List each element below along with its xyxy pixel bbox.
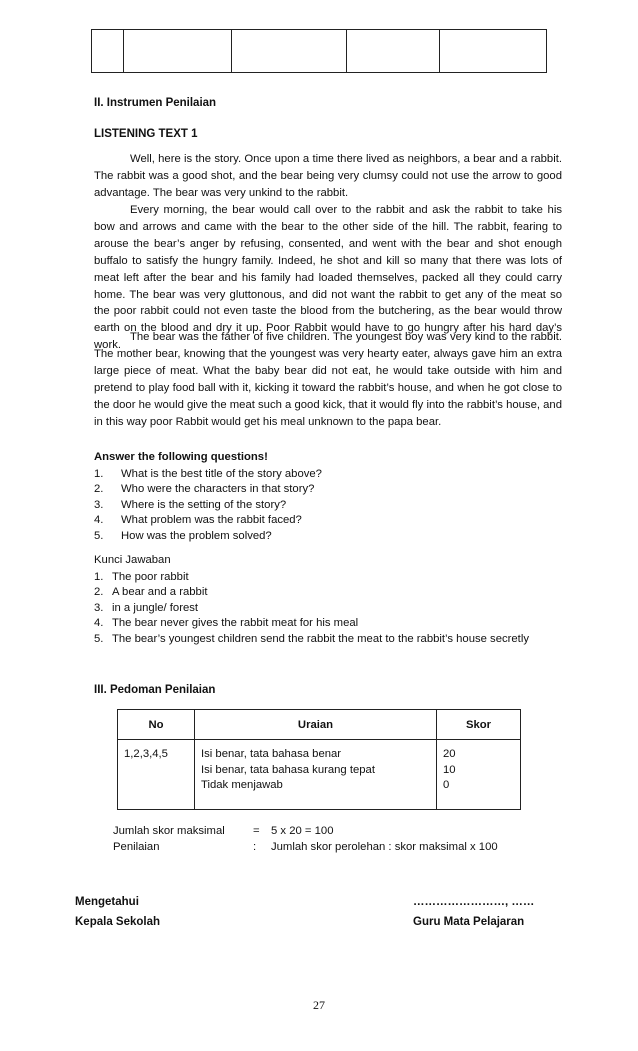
penilaian-value: Jumlah skor perolehan : skor maksimal x 100 (271, 841, 498, 853)
summary-row-max (113, 823, 498, 839)
kepala-sekolah-label: Kepala Sekolah (75, 916, 161, 928)
table-cell (92, 30, 124, 73)
list-item: 1. What is the best title of the story above? (94, 468, 322, 480)
cell-no: 1,2,3,4,5 (118, 740, 195, 810)
listening-title: LISTENING TEXT 1 (94, 128, 198, 140)
table-row (118, 740, 521, 810)
column-header-uraian: Uraian (195, 710, 437, 740)
scoring-table (117, 709, 521, 810)
cell-skor (437, 740, 521, 810)
column-header-skor: Skor (437, 710, 521, 740)
table-cell (124, 30, 232, 73)
list-item: 4. What problem was the rabbit faced? (94, 514, 302, 527)
table-cell (232, 30, 347, 73)
signature-right (413, 892, 534, 932)
list-item: 3. in a jungle/ forest (94, 601, 199, 614)
list-item: 2. A bear and a rabbit (94, 586, 208, 599)
story-paragraph-1: Well, here is the story. Once upon a time there lived as neighbors, a bear and a rabbit. The rabbit was a good shot, and the bear being very clumsy could not use the arrow to good advantage. The bear was very unkind to the rabbit. (94, 153, 562, 199)
date-placeholder: ……………………, …… (413, 896, 535, 908)
section-title-instrumen: II. Instrumen Penilaian (94, 97, 217, 109)
list-item: 2. Who were the characters in that story? (94, 483, 315, 496)
penilaian-sep: : (253, 841, 257, 853)
story-paragraph-2: Every morning, the bear would call over to the rabbit and ask the rabbit to take his bow and arrows and came with the bear to the other side of the hill. The rabbit, fearing to arouse the bear’s anger by refusing, consented, and went with the bear and shot enough buffalo to satisfy the hungry family. Indeed, he shot and kill so many that there was lots of meat left after the bear and his family had loaded themselves, packed all they could carry home. The bear was very gluttonous, and did not want the rabbit to get any of the meat so the poor rabbit could not even taste the blood from the butchering, as the bear would throw earth on the blood and dry it up. Poor Rabbit would have to go hungry after his hard day’s work. (94, 204, 562, 352)
penilaian-label: Penilaian (113, 841, 160, 853)
table-cell (347, 30, 440, 73)
answer-key-list (94, 570, 562, 647)
section-title-pedoman: III. Pedoman Penilaian (94, 684, 216, 696)
questions-heading: Answer the following questions! (94, 451, 268, 463)
max-score-value: 5 x 20 = 100 (271, 825, 334, 837)
answer-key-title: Kunci Jawaban (94, 554, 171, 566)
guru-label: Guru Mata Pelajaran (413, 916, 525, 928)
questions-list (94, 467, 322, 544)
table-header-row (118, 710, 521, 740)
story-paragraph-3: The bear was the father of five children. The youngest boy was very kind to the rabbit. The mother bear, knowing that the youngest was very hearty eater, always gave him an extra large piece of meat. What the baby bear did not eat, he would take outside with him and pretend to play food ball with it, kicking it toward the rabbit’s house, and when he got close to the door he would give the meat such a good kick, that it would fly into the rabbit’s house, and in this way poor Rabbit would get his meal unknown to the papa bear. (94, 331, 562, 428)
skor-line: 20 (443, 748, 456, 760)
max-score-label: Jumlah skor maksimal (113, 825, 225, 837)
mengetahui-label: Mengetahui (75, 896, 139, 908)
summary-row-penilaian (113, 839, 498, 855)
list-item: 5. The bear’s youngest children send the rabbit the meat to the rabbit’s house secretly (94, 632, 529, 645)
list-item: 4. The bear never gives the rabbit meat for his meal (94, 617, 359, 630)
column-header-no: No (118, 710, 195, 740)
list-item: 5. How was the problem solved? (94, 529, 272, 542)
uraian-line: Isi benar, tata bahasa benar (201, 748, 342, 760)
skor-line: 10 (443, 763, 456, 776)
score-summary (113, 823, 498, 855)
cell-uraian (195, 740, 437, 810)
page-number: 27 (313, 998, 325, 1012)
table-cell (440, 30, 547, 73)
list-item: 3. Where is the setting of the story? (94, 498, 287, 511)
max-score-sep: = (253, 825, 260, 837)
list-item: 1. The poor rabbit (94, 571, 189, 583)
skor-line: 0 (443, 779, 450, 791)
uraian-line: Tidak menjawab (201, 779, 283, 791)
signature-left (75, 892, 160, 932)
uraian-line: Isi benar, tata bahasa kurang tepat (201, 763, 375, 776)
top-table-fragment (91, 29, 547, 73)
